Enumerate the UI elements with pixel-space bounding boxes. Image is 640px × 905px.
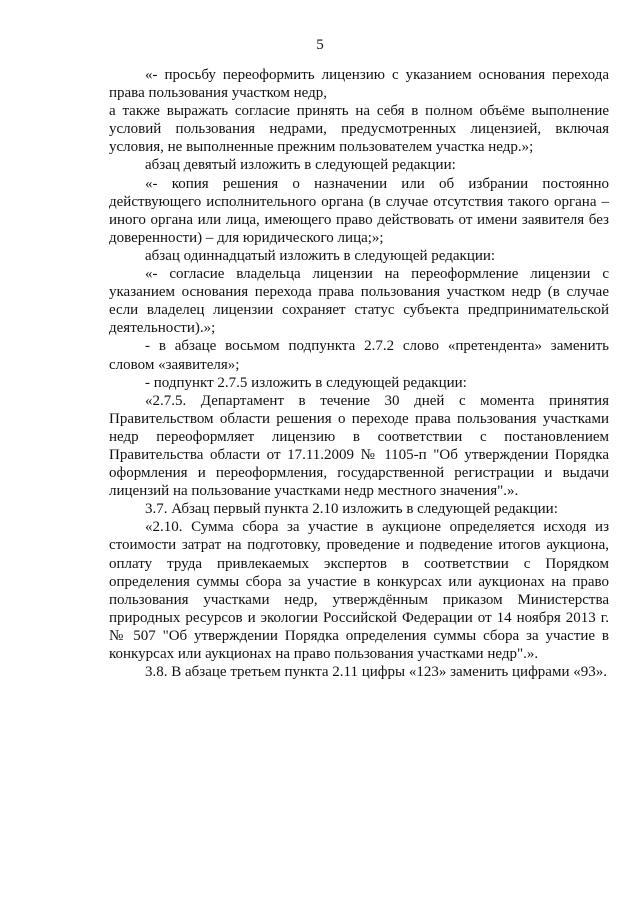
paragraph: 3.7. Абзац первый пункта 2.10 изложить в следующей редакции: — [145, 501, 558, 518]
paragraph: «- копия решения о назначении или об избрании постоянно действующего исполнительного органа (в случае отсутствия такого органа – иного органа или лица, имеющего право действовать от имени заявителя без доверенности) – для юридического лица;»; — [109, 175, 609, 246]
paragraph: - подпункт 2.7.5 изложить в следующей редакции: — [145, 374, 467, 391]
paragraph: «2.10. Сумма сбора за участие в аукционе определяется исходя из стоимости затрат на подготовку, проведение и подведение итогов аукциона, оплату труда привлекаемых экспертов в соответствии с Порядком определения суммы сбора за участие в конкурсах или аукционах на право пользования участками недр, утверждённым приказом Министерства природных ресурсов и экологии Российской Федерации от 14 ноября 2013 г. № 507 "Об утверждении Порядка определения суммы сбора за участие в конкурсах или аукционах на право пользования участками недр".». — [109, 519, 609, 662]
paragraph: «- согласие владельца лицензии на переоформление лицензии с указанием основания перехода права пользования участком недр (в случае если владелец лицензии сохраняет статус субъекта предпринимательской деятельности).»; — [109, 266, 609, 337]
document-body — [109, 66, 609, 681]
paragraph: «2.7.5. Департамент в течение 30 дней с момента принятия Правительством области решения о переходе права пользования участками недр переоформляет лицензию в соответствии с постановлением Правительства области от 17.11.2009 № 1105-п "Об утверждении Порядка оформления и переоформления, государственной регистрации и выдачи лицензий на пользование участками недр местного значения".». — [109, 392, 609, 500]
paragraph: а также выражать согласие принять на себя в полном объёме выполнение условий пользования недрами, предусмотренных лицензией, включая условия, не выполненные прежним пользователем участка недр.»; — [109, 103, 609, 156]
paragraph: «- просьбу переоформить лицензию с указанием основания перехода права пользования участком недр, — [109, 67, 609, 102]
page-number: 5 — [316, 37, 324, 53]
paragraph: 3.8. В абзаце третьем пункта 2.11 цифры «123» заменить цифрами «93». — [145, 664, 607, 681]
paragraph: абзац одиннадцатый изложить в следующей редакции: — [145, 247, 496, 264]
paragraph: абзац девятый изложить в следующей редакции: — [145, 157, 456, 174]
paragraph: - в абзаце восьмом подпункта 2.7.2 слово «претендента» заменить словом «заявителя»; — [109, 338, 609, 373]
